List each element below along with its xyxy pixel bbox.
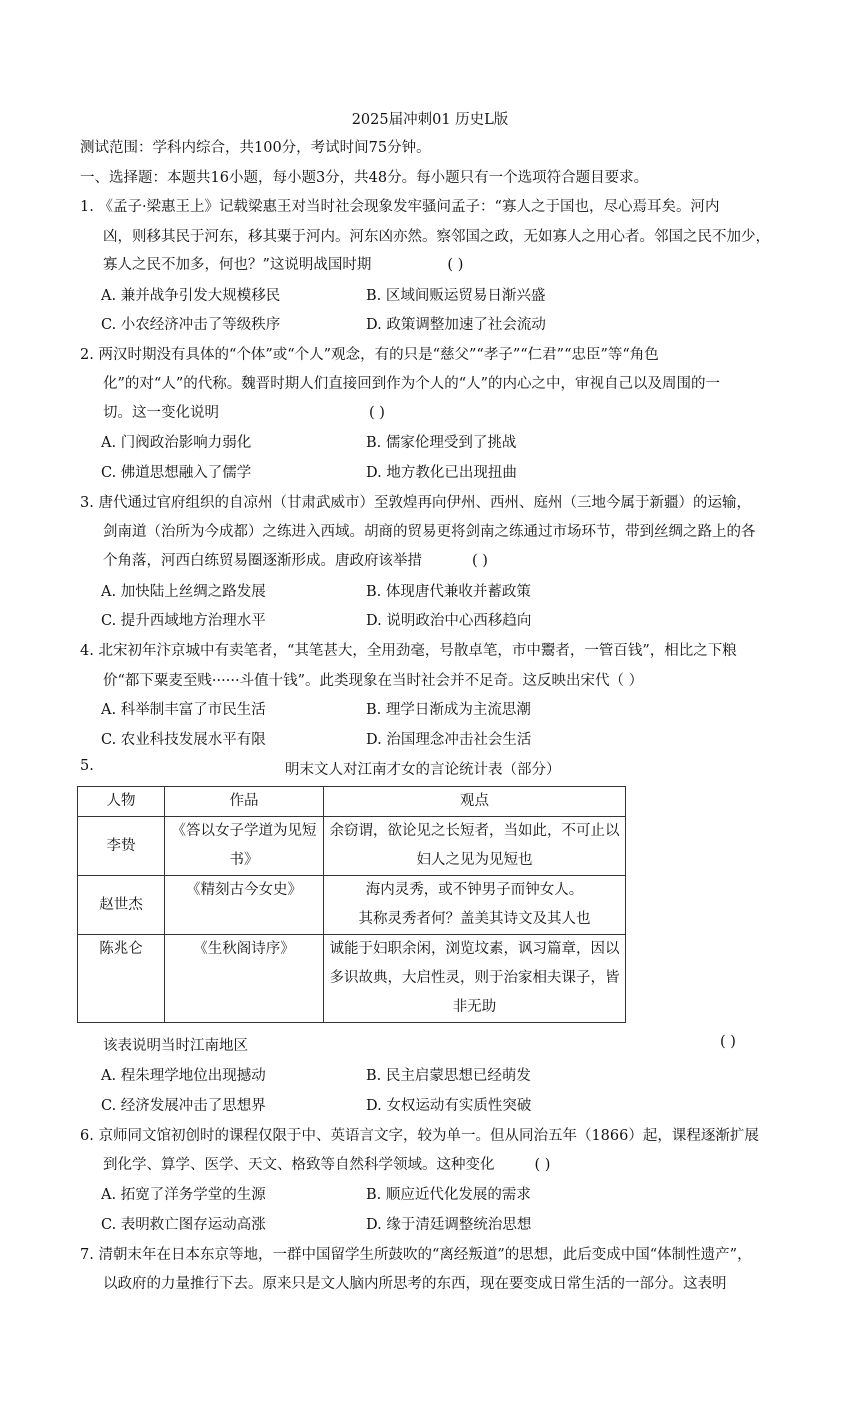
table-cell-view: 余窃谓，欲论见之长短者，当如此，不可止以 妇人之见为见短也 — [324, 817, 626, 876]
table-header-view: 观点 — [324, 787, 626, 817]
q3-line-1: 3. 唐代通过官府组织的自凉州（甘肃武威市）至敦煌再向伊州、西州、庭州（三地今属于新疆）的运输， — [80, 495, 751, 511]
q2-option-a[interactable]: A. 门阀政治影响力弱化 — [101, 435, 252, 451]
q6-option-d[interactable]: D. 缘于清廷调整统治思想 — [366, 1217, 532, 1233]
q4-option-b[interactable]: B. 理学日渐成为主流思潮 — [366, 702, 531, 718]
q5-option-d[interactable]: D. 女权运动有实质性突破 — [366, 1098, 532, 1114]
q5-answer-paren: ( ) — [720, 1034, 736, 1050]
exam-scope: 测试范围：学科内综合，共100分，考试时间75分钟。 — [80, 140, 431, 156]
q3-line-3: 个角落，河西白练贸易圈逐渐形成。唐政府该举措 ( ) — [103, 553, 488, 569]
q1-option-d[interactable]: D. 政策调整加速了社会流动 — [366, 317, 546, 333]
q4-line-2: 价“都下粟麦至贱······斗值十钱”。此类现象在当时社会并不足奇。这反映出宋代（ ） — [103, 673, 644, 689]
q5-number: 5. — [80, 758, 94, 774]
q5-table — [77, 786, 626, 1023]
table-header-row — [78, 787, 626, 817]
q3-option-d[interactable]: D. 说明政治中心西移趋向 — [366, 613, 532, 629]
table-cell-view: 海内灵秀，或不钟男子而钟女人。 其称灵秀者何？盖美其诗文及其人也 — [324, 876, 626, 935]
q4-option-a[interactable]: A. 科举制丰富了市民生活 — [101, 702, 266, 718]
q7-line-2: 以政府的力量推行下去。原来只是文人脑内所思考的东西，现在要变成日常生活的一部分。这表明 — [103, 1276, 727, 1292]
table-cell-person: 李贽 — [78, 817, 165, 876]
q1-option-c[interactable]: C. 小农经济冲击了等级秩序 — [101, 317, 281, 333]
q5-option-b[interactable]: B. 民主启蒙思想已经萌发 — [366, 1068, 531, 1084]
q3-option-b[interactable]: B. 体现唐代兼收并蓄政策 — [366, 584, 531, 600]
q5-stem: 该表说明当时江南地区 — [103, 1038, 248, 1054]
table-cell-work: 《生秋阁诗序》 — [165, 935, 324, 1023]
q3-option-c[interactable]: C. 提升西域地方治理水平 — [101, 613, 266, 629]
table-row — [78, 876, 626, 935]
section-heading: 一、选择题：本题共16小题，每小题3分，共48分。每小题只有一个选项符合题目要求。 — [80, 170, 649, 186]
q1-line-2: 凶，则移其民于河东，移其粟于河内。河东凶亦然。察邻国之政，无如寡人之用心者。邻国之民不加少， — [103, 229, 770, 245]
q4-option-d[interactable]: D. 治国理念冲击社会生活 — [366, 732, 532, 748]
q3-line-2: 剑南道（治所为今成都）之练进入西域。胡商的贸易更将剑南之练通过市场环节，带到丝绸之路上的各 — [103, 524, 756, 540]
q2-option-b[interactable]: B. 儒家伦理受到了挑战 — [366, 435, 517, 451]
q6-line-1: 6. 京师同文馆初创时的课程仅限于中、英语言文字，较为单一。但从同治五年（1866）起，课程逐渐扩展 — [80, 1128, 759, 1144]
q2-line-3: 切。这一变化说明 ( ) — [103, 405, 385, 421]
q1-option-b[interactable]: B. 区域间贩运贸易日渐兴盛 — [366, 288, 546, 304]
exam-title: 2025届冲刺01 历史L版 — [351, 112, 509, 128]
q3-option-a[interactable]: A. 加快陆上丝绸之路发展 — [101, 584, 266, 600]
q6-answer-paren: ( ) — [534, 1157, 551, 1173]
q4-option-c[interactable]: C. 农业科技发展水平有限 — [101, 732, 266, 748]
table-cell-view: 诚能于妇职余闲，浏览坟素，讽习篇章，因以 多识故典，大启性灵，则于治家相夫课子，皆 非无助 — [324, 935, 626, 1023]
table-header-work: 作品 — [165, 787, 324, 817]
q4-line-1: 4. 北宋初年汴京城中有卖笔者，“其笔甚大，全用劲毫，号散卓笔，市中鬻者，一管百钱”，相比之下粮 — [80, 643, 737, 659]
q1-option-a[interactable]: A. 兼并战争引发大规模移民 — [101, 288, 281, 304]
table-cell-work: 《精刻古今女史》 — [165, 876, 324, 935]
q3-answer-paren: ( ) — [472, 553, 488, 569]
q2-answer-paren: ( ) — [369, 405, 385, 421]
q5-table-caption: 明末文人对江南才女的言论统计表（部分） — [285, 762, 561, 778]
table-cell-work: 《答以女子学道为见短 书》 — [165, 817, 324, 876]
q1-line-1: 1. 《孟子·梁惠王上》记载梁惠王对当时社会现象发牢骚问孟子：“寡人之于国也，尽心焉耳矣。河内 — [80, 199, 720, 215]
q2-line-1: 2. 两汉时期没有具体的“个体”或“个人”观念，有的只是“慈父”“孝子”“仁君”“忠臣”等“角色 — [80, 347, 659, 363]
q2-line-2: 化”的对“人”的代称。魏晋时期人们直接回到作为个人的“人”的内心之中，审视自己以及周围的一 — [103, 376, 721, 392]
q7-line-1: 7. 清朝末年在日本东京等地，一群中国留学生所鼓吹的“离经叛道”的思想，此后变成中国“体制性遗产”， — [80, 1247, 752, 1263]
q6-line-2: 到化学、算学、医学、天文、格致等自然科学领域。这种变化 ( ) — [103, 1157, 551, 1173]
q2-option-c[interactable]: C. 佛道思想融入了儒学 — [101, 465, 252, 481]
q6-option-c[interactable]: C. 表明救亡图存运动高涨 — [101, 1217, 266, 1233]
table-row — [78, 935, 626, 1023]
table-cell-person: 陈兆仑 — [78, 935, 165, 1023]
q6-option-a[interactable]: A. 拓宽了洋务学堂的生源 — [101, 1187, 266, 1203]
q1-line-3: 寡人之民不加多，何也？”这说明战国时期 ( ) — [103, 257, 464, 273]
table-row — [78, 817, 626, 876]
table-header-person: 人物 — [78, 787, 165, 817]
q5-option-a[interactable]: A. 程朱理学地位出现撼动 — [101, 1068, 266, 1084]
q6-option-b[interactable]: B. 顺应近代化发展的需求 — [366, 1187, 531, 1203]
q1-answer-paren: ( ) — [447, 257, 464, 273]
q5-option-c[interactable]: C. 经济发展冲击了思想界 — [101, 1098, 266, 1114]
table-cell-person: 赵世杰 — [78, 876, 165, 935]
q2-option-d[interactable]: D. 地方教化已出现扭曲 — [366, 465, 517, 481]
